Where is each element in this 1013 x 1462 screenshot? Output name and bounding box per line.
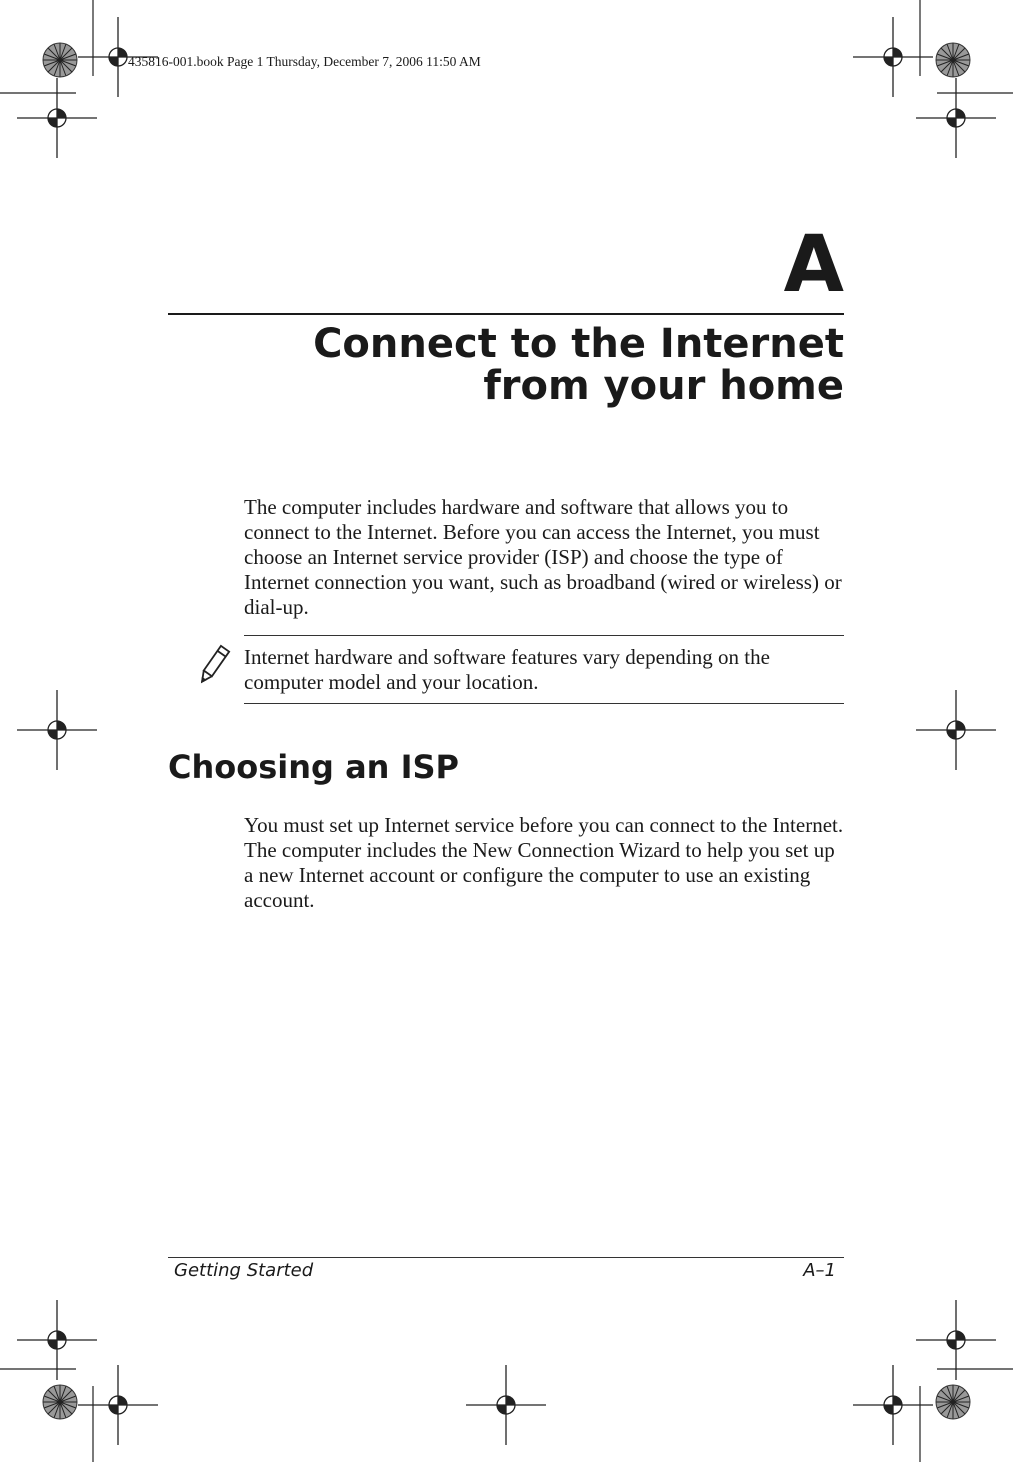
print-info-line: 435816-001.book Page 1 Thursday, December 7, 2006 11:50 AM [128, 54, 481, 69]
section-heading: Choosing an ISP [168, 748, 459, 786]
section-paragraph: You must set up Internet service before you can connect to the Internet. The computer includes the New Connection Wizard to help you set up a new Internet account or configure the computer to use an existing account. [244, 813, 844, 912]
note-bottom-rule [244, 703, 844, 704]
footer-page-number: A–1 [803, 1260, 836, 1281]
chapter-rule [168, 313, 844, 315]
note-text: Internet hardware and software features vary depending on the computer model and your location. [244, 645, 770, 694]
chapter-letter: A [783, 220, 844, 310]
footer-rule [168, 1257, 844, 1258]
note-top-rule [244, 635, 844, 636]
footer-book-title: Getting Started [174, 1260, 314, 1281]
chapter-title-line-2: from your home [483, 363, 844, 409]
pencil-note-icon [190, 643, 236, 689]
chapter-title-line-1: Connect to the Internet [313, 321, 844, 367]
chapter-title [313, 323, 844, 407]
intro-paragraph: The computer includes hardware and software that allows you to connect to the Internet. Before you can access the Internet, you must choose an Internet service provider (ISP) and choose the type of Internet connection you want, such as broadband (wired or wireless) or dial-up. [244, 495, 842, 619]
